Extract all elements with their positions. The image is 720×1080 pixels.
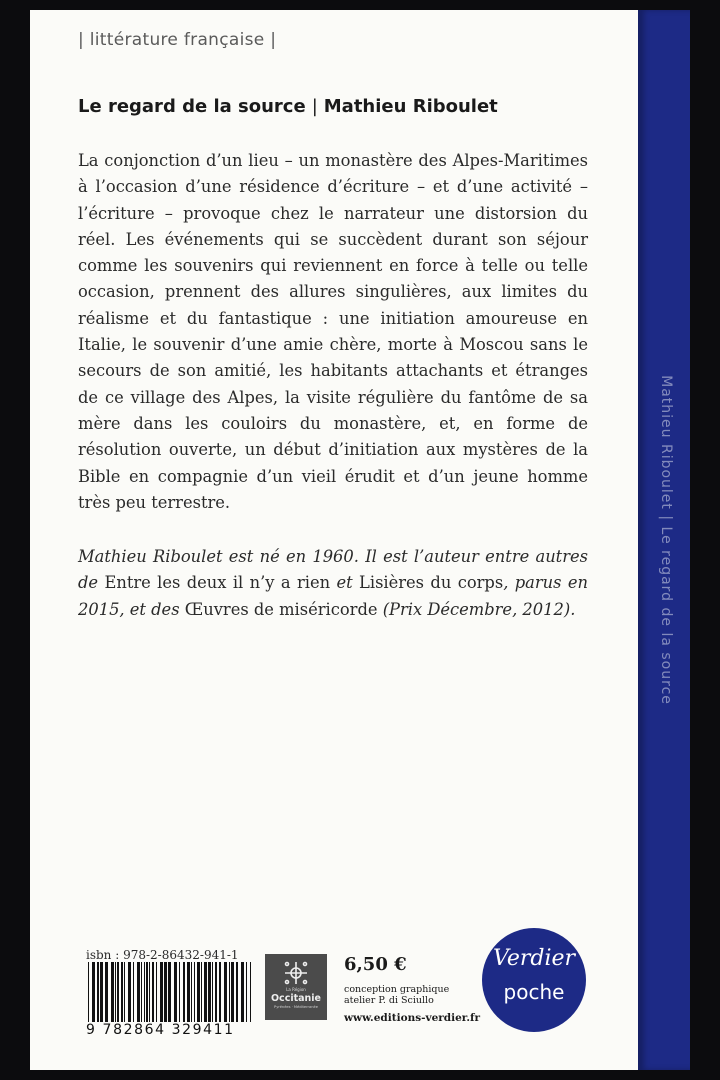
barcode-bar (133, 962, 134, 1022)
credits-line-2: atelier P. di Sciullo (344, 995, 434, 1006)
barcode-bar (141, 962, 142, 1022)
barcode-bar (219, 962, 221, 1022)
barcode-bar (164, 962, 167, 1022)
author-bio (78, 544, 588, 623)
barcode-bar (115, 962, 116, 1022)
barcode-bar (197, 962, 200, 1022)
barcode-bar (212, 962, 213, 1022)
publisher-logo (482, 928, 586, 1032)
bio-and: et (330, 573, 360, 593)
barcode-bar (204, 962, 207, 1022)
book-title: Le regard de la source (78, 96, 306, 117)
barcode-bar (152, 962, 154, 1022)
barcode-bar (149, 962, 150, 1022)
barcode-bar (168, 962, 171, 1022)
barcode-bar (160, 962, 163, 1022)
publisher-name: Verdier (492, 946, 576, 971)
barcode-bar (146, 962, 148, 1022)
barcode-bar (144, 962, 145, 1022)
price: 6,50 € (344, 954, 407, 975)
barcode-bar (231, 962, 234, 1022)
barcode-bar (117, 962, 119, 1022)
occitan-cross-icon (283, 960, 309, 986)
barcode-bar (100, 962, 103, 1022)
collection-name: poche (503, 980, 565, 1004)
barcode-bar (156, 962, 157, 1022)
region-occitanie-logo (265, 954, 327, 1020)
bio-book-3: Œuvres de miséricorde (184, 599, 378, 619)
barcode-bar (124, 962, 125, 1022)
barcode-bar (229, 962, 230, 1022)
barcode-bar (97, 962, 99, 1022)
blurb (78, 148, 588, 651)
credits-line-1: conception graphique (344, 984, 450, 995)
bio-book-2: Lisières du corps (359, 573, 504, 593)
barcode-bar (137, 962, 140, 1022)
barcode-bar (111, 962, 114, 1022)
barcode-bar (208, 962, 211, 1022)
barcode-bar (174, 962, 177, 1022)
barcode-bar (88, 962, 89, 1022)
barcode-bar (105, 962, 108, 1022)
barcode-bar (194, 962, 195, 1022)
isbn-label: isbn : 978-2-86432-941-1 (86, 948, 239, 962)
spine-text: Mathieu Riboulet | Le regard de la source (658, 375, 674, 705)
barcode-bar (250, 962, 251, 1022)
bio-published: , parus en 2015, et des (78, 573, 589, 619)
title-separator: | (311, 96, 318, 117)
author-name: Mathieu Riboulet (323, 96, 498, 117)
region-logo-line-1: La Région (286, 987, 306, 992)
region-logo-line-3: Pyrénées · Méditerranée (274, 1005, 318, 1009)
region-logo-name: Occitanie (270, 993, 321, 1004)
barcode-digits: 9 782864 329411 (86, 1022, 235, 1038)
barcode-bar (187, 962, 190, 1022)
barcode-bar (121, 962, 123, 1022)
barcode (86, 962, 256, 1022)
bio-prize: (Prix Décembre, 2012). (377, 599, 576, 619)
summary-paragraph: La conjonction d’un lieu – un monastère des Alpes-Maritimes à l’occasion d’une résidence d’écriture – et d’une activité – l’écriture – provoque chez le narrateur une distorsion du réel. Les événements qui se succèdent durant son séjour comme les souvenirs qui reviennent en force à telle ou telle occasion, prennent des allures singulières, aux limites du réalisme et du fantastique : une initiation amoureuse en Italie, le souvenir d’une amie chère, morte à Moscou sans le secours de son amitié, les habitants attachants et étranges de ce village des Alpes, la visite régulière du fantôme de sa mère dans les couloirs du monastère, et, en forme de résolution ouverte, un début d’initiation aux mystères de la Bible en compagnie d’un vieil érudit et d’un jeune homme très peu terrestre. (78, 151, 588, 512)
barcode-bar (236, 962, 238, 1022)
series-label: | littérature française | (78, 30, 277, 50)
barcode-bar (191, 962, 192, 1022)
barcode-bar (179, 962, 180, 1022)
publisher-website: www.editions-verdier.fr (344, 1012, 481, 1024)
design-credits (344, 984, 449, 1006)
bio-intro: Mathieu Riboulet est né en 1960. Il est l’auteur entre autres de (78, 547, 588, 593)
barcode-bar (128, 962, 131, 1022)
title-line (78, 96, 608, 117)
barcode-bar (215, 962, 217, 1022)
barcode-bar (241, 962, 244, 1022)
barcode-bar (201, 962, 202, 1022)
barcode-bar (246, 962, 247, 1022)
barcode-bar (92, 962, 95, 1022)
barcode-bar (183, 962, 185, 1022)
barcode-bar (224, 962, 227, 1022)
bio-book-1: Entre les deux il n’y a rien (104, 573, 331, 593)
